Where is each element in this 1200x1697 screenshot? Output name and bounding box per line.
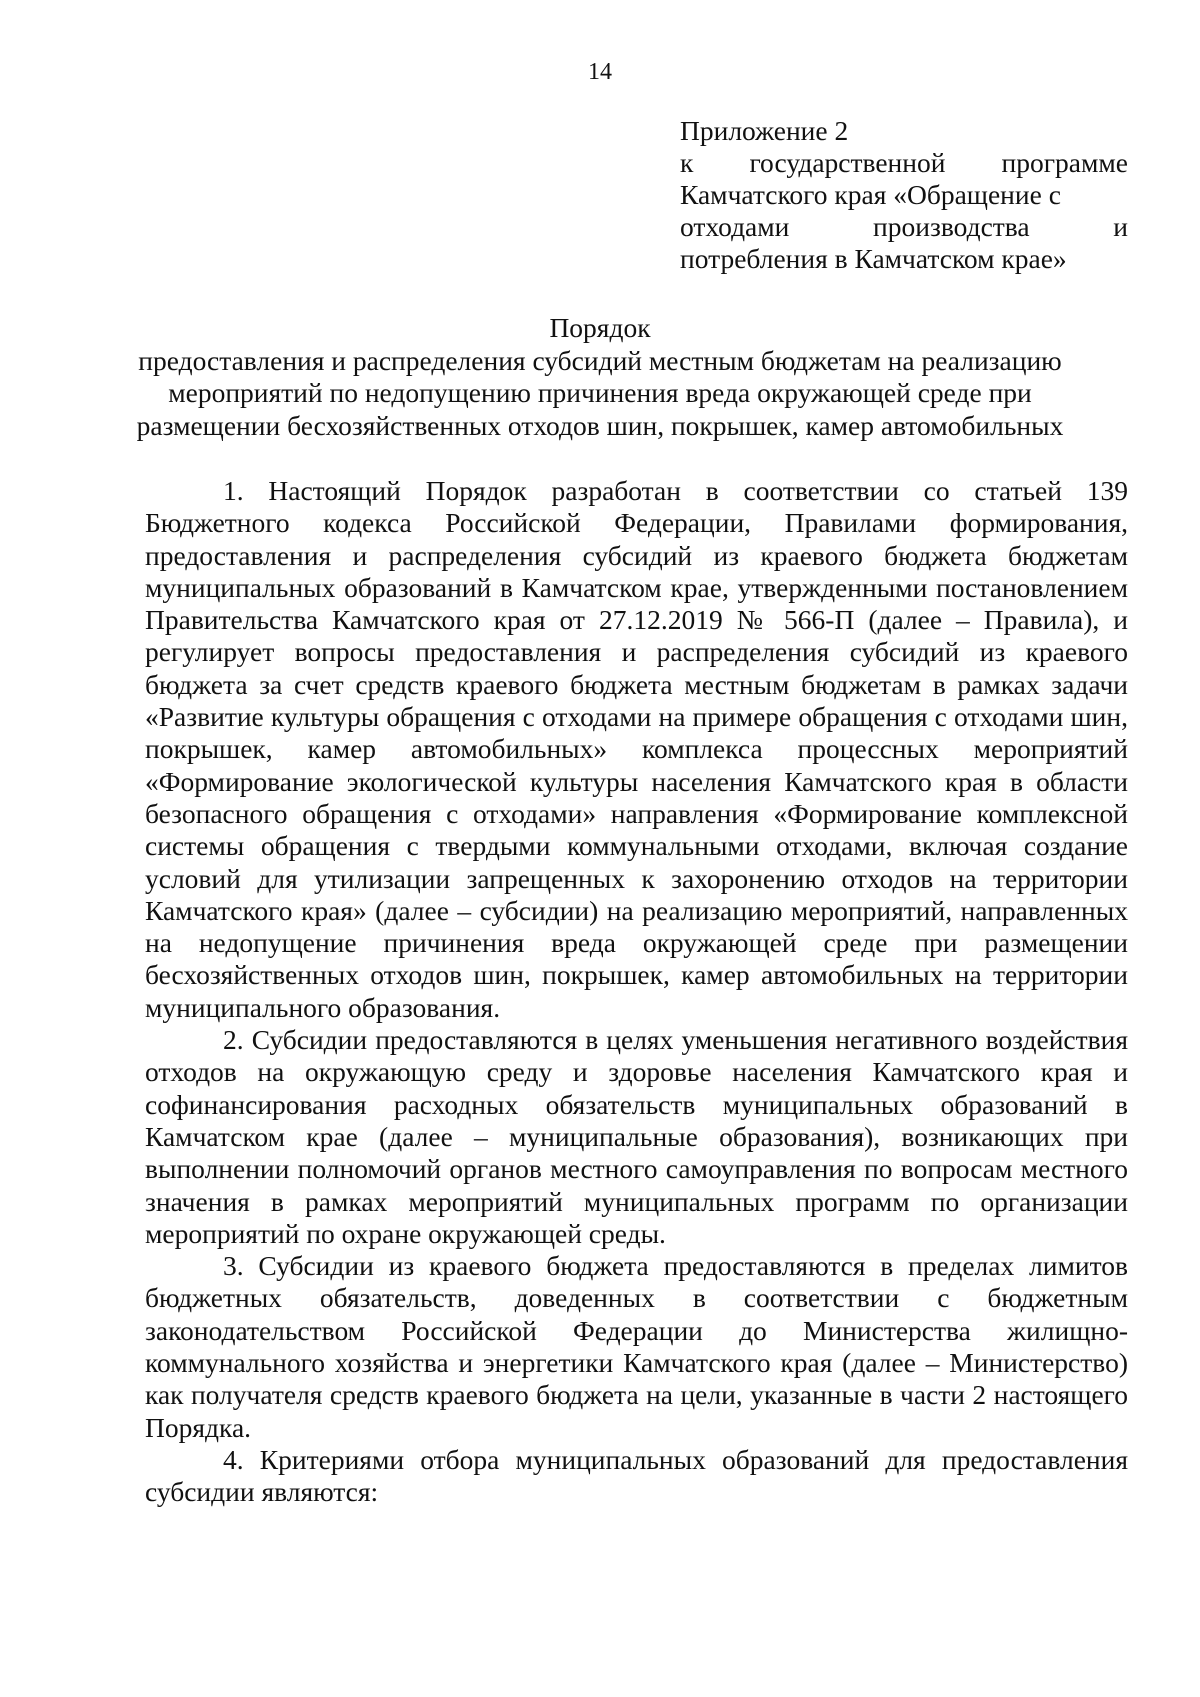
document-body [145,475,1128,1509]
appendix-word: программе [1001,147,1128,178]
title-line-1: предоставления и распределения субсидий местным бюджетам на реализацию [138,344,1062,376]
title-heading: Порядок [549,312,651,343]
title-line-3: размещении бесхозяйственных отходов шин, покрышек, камер автомобильных [136,409,1064,441]
appendix-word: отходами [680,211,790,242]
appendix-line-3: Камчатского края «Обращение с [680,179,1061,210]
appendix-word: производства [873,211,1030,242]
appendix-word: и [1113,211,1128,242]
appendix-word: к [680,147,694,178]
appendix-header [680,115,1128,275]
document-title [100,312,1100,442]
appendix-line-4 [680,211,1128,243]
page-number: 14 [588,59,612,85]
paragraph-1: 1. Настоящий Порядок разработан в соответствии со статьей 139 Бюджетного кодекса Российской Федерации, Правилами формирования, предоставления и распределения субсидий из краевого бюджета бюджетам муниципальных образований в Камчатском крае, утвержденными постановлением Правительства Камчатского края от 27.12.2019 № 566-П (далее – Правила), и регулирует вопросы предоставления и распределения субсидий из краевого бюджета за счет средств краевого бюджета местным бюджетам в рамках задачи «Развитие культуры обращения с отходами на примере обращения с отходами шин, покрышек, камер автомобильных» комплекса процессных мероприятий «Формирование экологической культуры населения Камчатского края в области безопасного обращения с отходами» направления «Формирование комплексной системы обращения с твердыми коммунальными отходами, включая создание условий для утилизации запрещенных к захоронению отходов на территории Камчатского края» (далее – субсидии) на реализацию мероприятий, направленных на недопущение причинения вреда окружающей среде при размещении бесхозяйственных отходов шин, покрышек, камер автомобильных на территории муниципального образования. [145,475,1128,1023]
title-line-2: мероприятий по недопущению причинения вреда окружающей среде при [168,377,1032,408]
appendix-title: Приложение 2 [680,115,849,146]
paragraph-3: 3. Субсидии из краевого бюджета предоставляются в пределах лимитов бюджетных обязательств, доведенных в соответствии с бюджетным законодательством Российской Федерации до Министерства жилищно-коммунального хозяйства и энергетики Камчатского края (далее – Министерство) как получателя средств краевого бюджета на цели, указанные в части 2 настоящего Порядка. [145,1250,1128,1443]
appendix-word: государственной [749,147,946,178]
paragraph-4: 4. Критериями отбора муниципальных образований для предоставления субсидии являются: [145,1443,1128,1508]
appendix-line-2 [680,147,1128,179]
appendix-line-5: потребления в Камчатском крае» [680,243,1067,274]
paragraph-2: 2. Субсидии предоставляются в целях уменьшения негативного воздействия отходов на окружающую среду и здоровье населения Камчатского края и софинансирования расходных обязательств муниципальных образований в Камчатском крае (далее – муниципальные образования), возникающих при выполнении полномочий органов местного самоуправления по вопросам местного значения в рамках мероприятий муниципальных программ по организации мероприятий по охране окружающей среды. [145,1024,1128,1249]
